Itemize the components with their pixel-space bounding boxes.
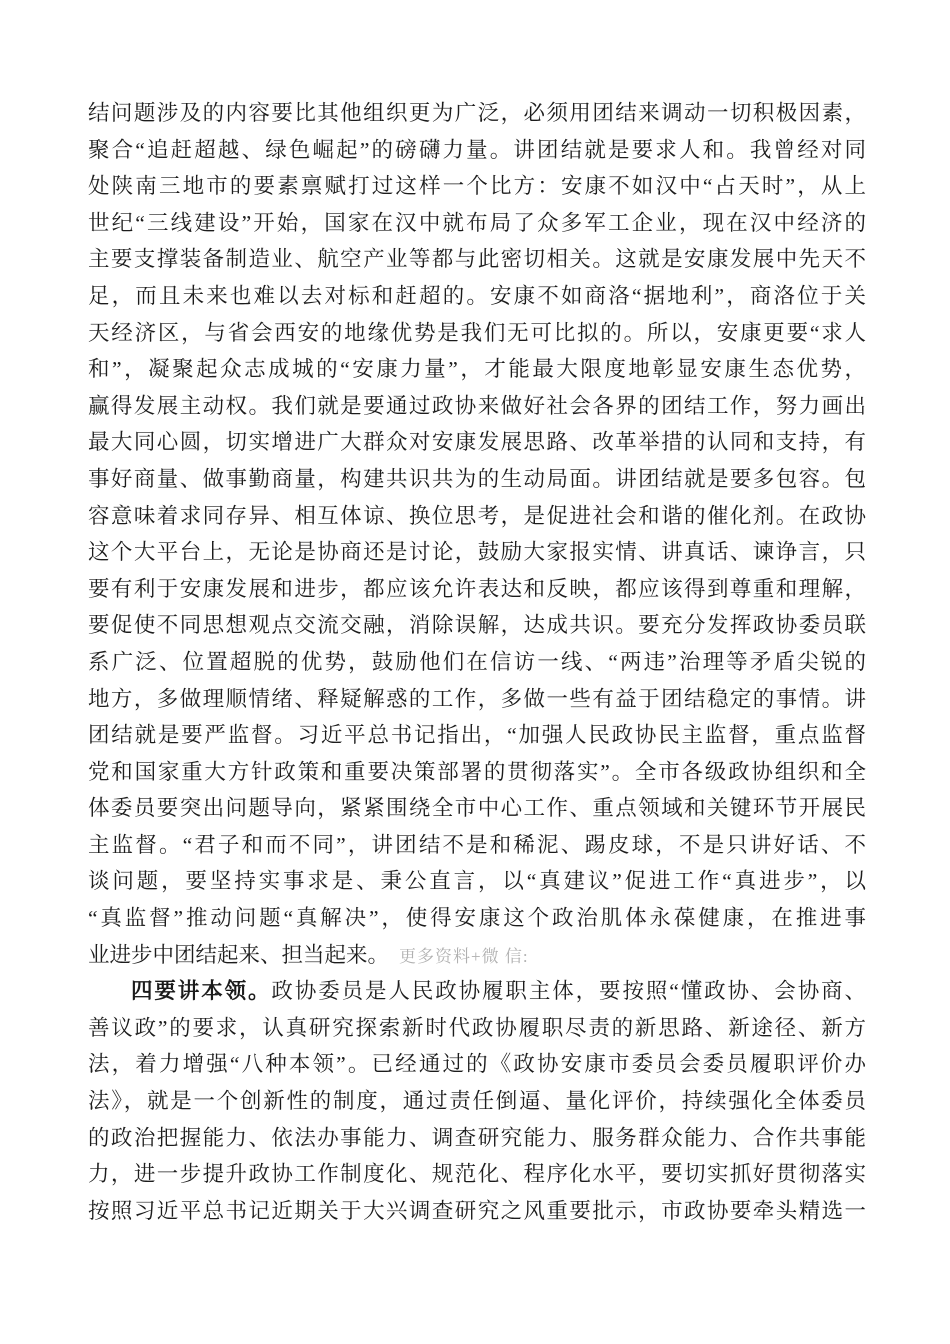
paragraph-line: 要有利于安康发展和进步，都应该允许表达和反映，都应该得到尊重和理解， bbox=[88, 576, 866, 601]
paragraph-line: 体委员要突出问题导向，紧紧围绕全市中心工作、重点领域和关键环节开展民 bbox=[88, 796, 866, 821]
paragraph-line: 按照习近平总书记近期关于大兴调查研究之风重要批示，市政协要牵头精选一 bbox=[88, 1198, 866, 1223]
paragraph-line: 聚合“追赶超越、绿色崛起”的磅礴力量。讲团结就是要求人和。我曾经对同 bbox=[88, 137, 866, 162]
paragraph-line bbox=[88, 973, 866, 1010]
body-text bbox=[88, 95, 866, 1229]
paragraph-line: 的政治把握能力、依法办事能力、调查研究能力、服务群众能力、合作共事能 bbox=[88, 1125, 866, 1150]
paragraph-line: 党和国家重大方针政策和重要决策部署的贯彻落实”。全市各级政协组织和全 bbox=[88, 759, 866, 784]
paragraph-line: 法，着力增强“八种本领”。已经通过的《政协安康市委员会委员履职评价办 bbox=[88, 1052, 866, 1077]
paragraph-line: 谈问题，要坚持实事求是、秉公直言，以“真建议”促进工作“真进步”，以 bbox=[88, 869, 866, 894]
paragraph-line: 主监督。“君子和而不同”，讲团结不是和稀泥、踢皮球，不是只讲好话、不 bbox=[88, 832, 866, 857]
watermark-text: 更多资料+微 信: bbox=[399, 946, 529, 966]
paragraph-line: 地方，多做理顺情绪、释疑解惑的工作，多做一些有益于团结稳定的事情。讲 bbox=[88, 686, 866, 711]
paragraph-line: 善议政”的要求，认真研究探索新时代政协履职尽责的新思路、新途径、新方 bbox=[88, 1015, 866, 1040]
paragraph-line bbox=[88, 937, 866, 974]
paragraph-line: 容意味着求同存异、相互体谅、换位思考，是促进社会和谐的催化剂。在政协 bbox=[88, 503, 866, 528]
paragraph-line: 和”，凝聚起众志成城的“安康力量”，才能最大限度地彰显安康生态优势， bbox=[88, 357, 866, 382]
paragraph-lead-bold: 四要讲本领。 bbox=[131, 979, 272, 1004]
paragraph-2 bbox=[88, 1010, 866, 1230]
paragraph-lead-rest: 政协委员是人民政协履职主体，要按照“懂政协、会协商、 bbox=[271, 979, 866, 1004]
paragraph-line: 世纪“三线建设”开始，国家在汉中就布局了众多军工企业，现在汉中经济的 bbox=[88, 210, 866, 235]
paragraph-closing-text: 业进步中团结起来、担当起来。 bbox=[88, 942, 390, 967]
paragraph-line: 结问题涉及的内容要比其他组织更为广泛，必须用团结来调动一切积极因素， bbox=[88, 101, 866, 125]
paragraph-line: “真监督”推动问题“真解决”，使得安康这个政治肌体永葆健康，在推进事 bbox=[88, 906, 866, 931]
paragraph-1 bbox=[88, 95, 866, 937]
paragraph-line: 赢得发展主动权。我们就是要通过政协来做好社会各界的团结工作，努力画出 bbox=[88, 393, 866, 418]
paragraph-line: 团结就是要严监督。习近平总书记指出，“加强人民政协民主监督，重点监督 bbox=[88, 723, 866, 748]
paragraph-line: 事好商量、做事勤商量，构建共识共为的生动局面。讲团结就是要多包容。包 bbox=[88, 466, 866, 491]
paragraph-line: 系广泛、位置超脱的优势，鼓励他们在信访一线、“两违”治理等矛盾尖锐的 bbox=[88, 649, 866, 674]
paragraph-line: 主要支撑装备制造业、航空产业等都与此密切相关。这就是安康发展中先天不 bbox=[88, 247, 866, 272]
paragraph-line: 最大同心圆，切实增进广大群众对安康发展思路、改革举措的认同和支持，有 bbox=[88, 430, 866, 455]
paragraph-line: 法》，就是一个创新性的制度，通过责任倒逼、量化评价，持续强化全体委员 bbox=[88, 1089, 866, 1114]
paragraph-line: 要促使不同思想观点交流交融，消除误解，达成共识。要充分发挥政协委员联 bbox=[88, 613, 866, 638]
paragraph-line: 足，而且未来也难以去对标和赶超的。安康不如商洛“据地利”，商洛位于关 bbox=[88, 283, 866, 308]
paragraph-line: 天经济区，与省会西安的地缘优势是我们无可比拟的。所以，安康更要“求人 bbox=[88, 320, 866, 345]
paragraph-line: 处陕南三地市的要素禀赋打过这样一个比方：安康不如汉中“占天时”，从上 bbox=[88, 174, 866, 199]
paragraph-line: 这个大平台上，无论是协商还是讨论，鼓励大家报实情、讲真话、谏诤言，只 bbox=[88, 540, 866, 565]
paragraph-line: 力，进一步提升政协工作制度化、规范化、程序化水平，要切实抓好贯彻落实 bbox=[88, 1162, 866, 1187]
